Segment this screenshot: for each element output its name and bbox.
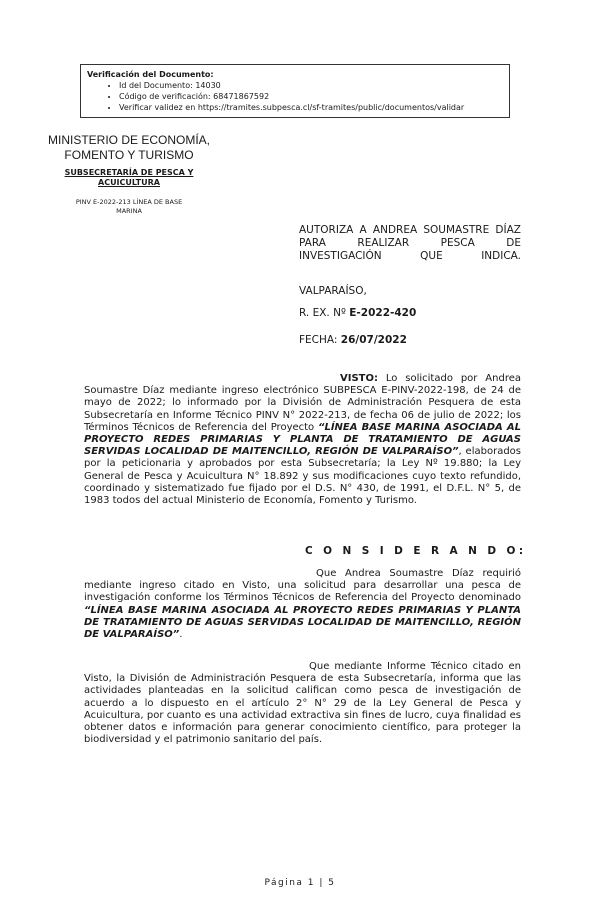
rex-label: R. EX. Nº <box>299 307 346 319</box>
c1-project-name: “LÍNEA BASE MARINA ASOCIADA AL PROYECTO REDES PRIMARIAS Y PLANTA DE TRATAMIENTO DE AGUAS SERVIDAS LOCALIDAD DE MAITENCILLO, REGIÓN DE VALPARAÍSO” <box>84 604 521 641</box>
fecha-label: FECHA: <box>299 334 338 346</box>
resolution-number <box>299 307 416 319</box>
considerando-paragraph-1 <box>84 568 521 641</box>
visto-paragraph <box>84 373 521 507</box>
visto-text-1: Lo solicitado por Andrea Soumastre Díaz mediante ingreso electrónico SUBPESCA E-PINV-2022-198, de 24 de mayo de 2022; lo informado por la División de Administración Pesquera de esta Subsecretaría en Informe Técnico PINV N° 2022-213, de fecha 06 de julio de 2022; los Términos Técnicos de Referencia del Proyecto <box>84 373 521 433</box>
resolution-date <box>299 334 407 346</box>
pinv-line-2: MARINA <box>116 207 142 215</box>
fecha-value: 26/07/2022 <box>340 334 407 346</box>
verification-url[interactable]: • Verificar validez en https://tramites.subpesca.cl/sf-tramites/public/documentos/validar <box>119 102 503 113</box>
visto-project-name: “LÍNEA BASE MARINA ASOCIADA AL PROYECTO REDES PRIMARIAS Y PLANTA DE TRATAMIENTO DE AGUAS SERVIDAS LOCALIDAD DE MAITENCILLO, REGIÓN DE VALPARAÍSO” <box>84 421 521 458</box>
pinv-line-1: PINV E-2022-213 LÍNEA DE BASE <box>75 198 183 206</box>
c1-text-1: Que Andrea Soumastre Díaz requirió mediante ingreso citado en Visto, una solicitud para desarrollar una pesca de investigación conforme los Términos Técnicos de Referencia del Proyecto denominado <box>84 568 521 604</box>
resolution-summary: AUTORIZA A ANDREA SOUMASTRE DÍAZ PARA REALIZAR PESCA DE INVESTIGACIÓN QUE INDICA. <box>299 224 521 262</box>
subsecretaria-line-2: ACUICULTURA <box>98 178 160 187</box>
visto-text-2: , elaborados por la peticionaria y aprobados por esta Subsecretaría; la Ley Nº 19.880; la Ley General de Pesca y Acuicultura N° 18.892 y sus modificaciones cuyo texto refundido, coordinado y sistematizado fue fijado por el D.S. N° 430, de 1991, el D.F.L. N° 5, de 1983 todos del actual Ministerio de Economía, Fomento y Turismo. <box>84 446 521 507</box>
verification-title: Verificación del Documento: <box>87 70 214 79</box>
page-number: Página 1 | 5 <box>264 878 336 888</box>
considerando-paragraph-2: Que mediante Informe Técnico citado en Visto, la División de Administración Pesquera de esta Subsecretaría, informa que las actividades planteadas en la solicitud califican como pesca de investigación de acuerdo a lo dispuesto en el artículo 2° N° 29 de la Ley General de Pesca y Acuicultura, por cuanto es una actividad extractiva sin fines de lucro, cuya finalidad es obtener datos e información para generar conocimiento científico, para proteger la biodiversidad y el patrimonio sanitario del país. <box>84 661 521 746</box>
ministry-line-2: FOMENTO Y TURISMO <box>64 148 194 162</box>
ministry-name <box>38 133 220 163</box>
verification-doc-id: • Id del Documento: 14030 <box>119 80 503 91</box>
verification-list <box>87 80 503 113</box>
rex-value: E-2022-420 <box>349 307 417 319</box>
subsecretaria-line-1: SUBSECRETARÍA DE PESCA Y <box>64 168 194 177</box>
visto-label: VISTO: <box>340 373 378 384</box>
c1-text-2: . <box>179 629 183 641</box>
ministry-line-1: MINISTERIO DE ECONOMÍA, <box>47 133 210 147</box>
place: VALPARAÍSO, <box>299 285 367 297</box>
verification-box <box>80 64 510 118</box>
pinv-reference <box>40 198 218 216</box>
subsecretaria-name <box>40 168 218 188</box>
verification-code: • Código de verificación: 68471867592 <box>119 91 503 102</box>
considerando-heading: C O N S I D E R A N D O: <box>305 545 527 557</box>
